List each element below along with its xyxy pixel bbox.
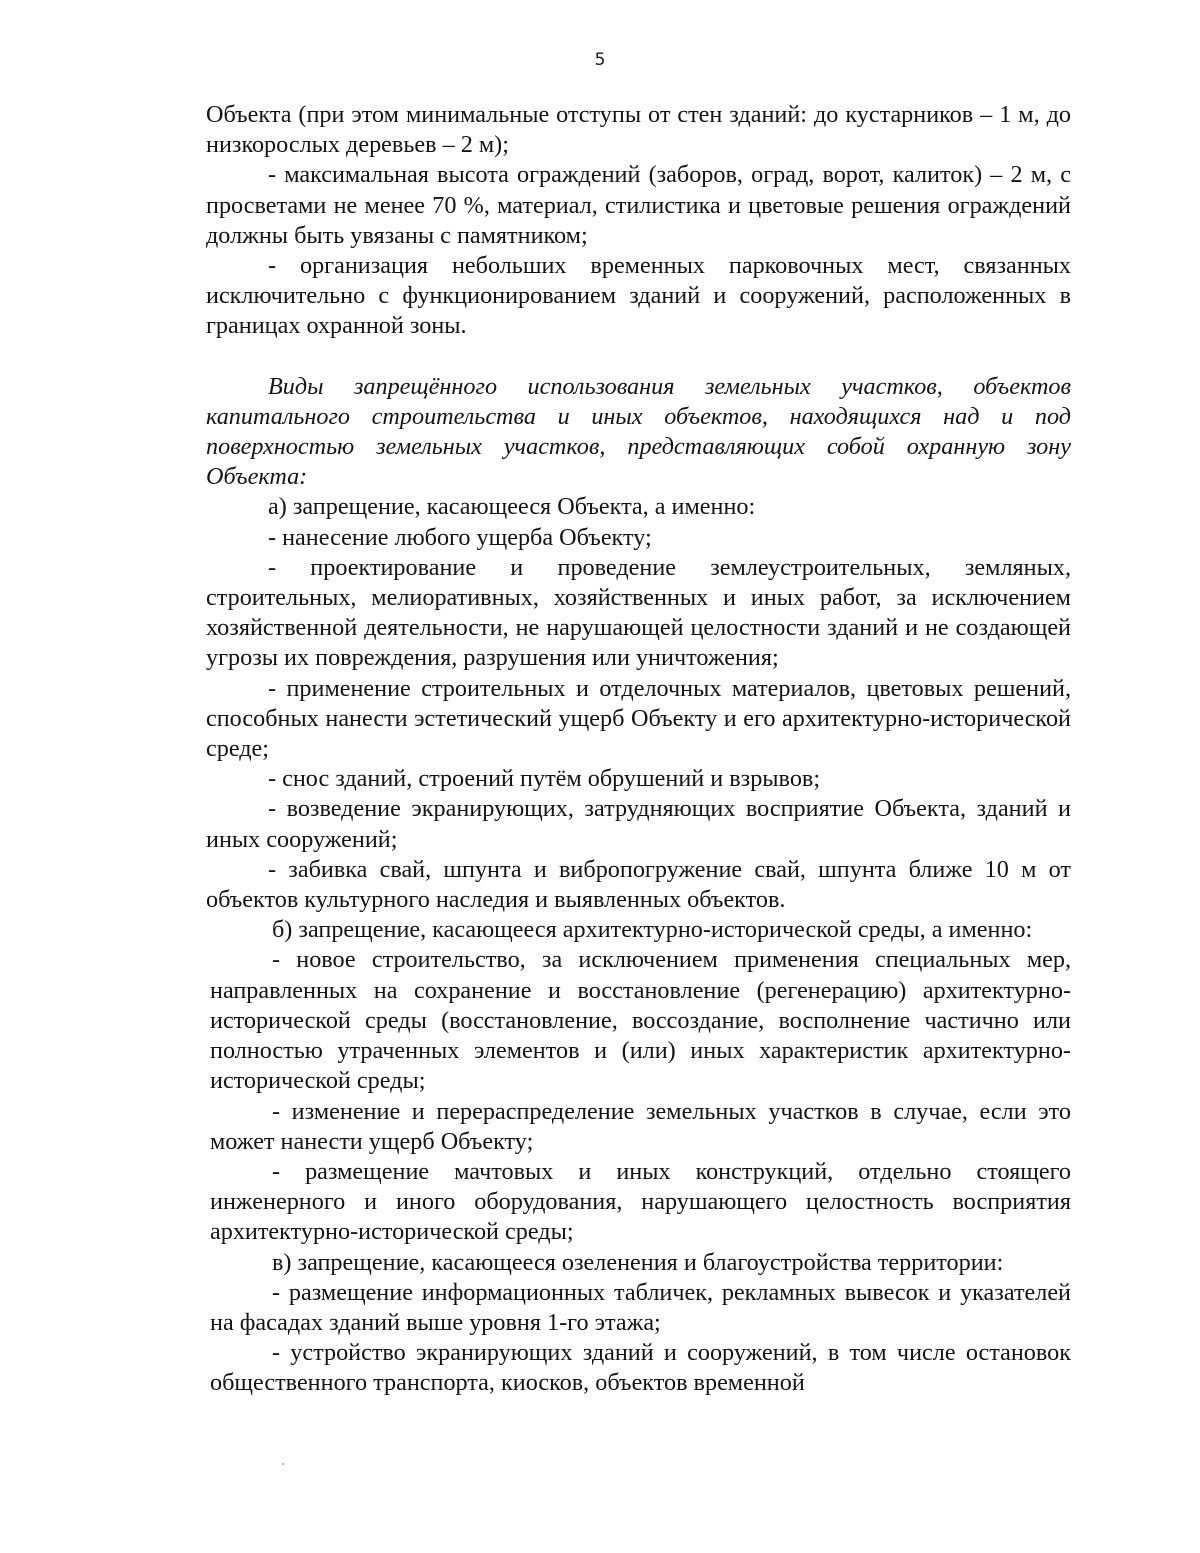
paragraph-item-v: в) запрещение, касающееся озеленения и благоустройства территории: <box>272 1248 1004 1276</box>
page-number: 5 <box>594 50 606 70</box>
document-body <box>206 100 1071 1399</box>
section-heading-prohibited-use: Виды запрещённого использования земельных участков, объектов капитального строительства и иных объектов, находящихся над и под поверхностью земельных участков, представляющих собой охранную зону Объекта: <box>206 372 1071 491</box>
paragraph-item-a: а) запрещение, касающееся Объекта, а именно: <box>268 493 756 521</box>
paragraph-fence-height: - максимальная высота ограждений (заборов, оград, ворот, калиток) – 2 м, с просветами не менее 70 %, материал, стилистика и цветовые решения ограждений должны быть увязаны с памятником; <box>206 161 1071 249</box>
scan-speck <box>282 1463 284 1465</box>
paragraph-demolition: - снос зданий, строений путём обрушений и взрывов; <box>268 765 821 793</box>
paragraph-screening-structures: - устройство экранирующих зданий и сооружений, в том числе остановок общественного транспорта, киосков, объектов временной <box>210 1339 1071 1397</box>
paragraph-item-b: б) запрещение, касающееся архитектурно-исторической среды, а именно: <box>272 916 1033 944</box>
paragraph-continuation: Объекта (при этом минимальные отступы от стен зданий: до кустарников – 1 м, до низкорослых деревьев – 2 м); <box>206 101 1071 159</box>
paragraph-piling: - забивка свай, шпунта и вибропогружение свай, шпунта ближе 10 м от объектов культурного наследия и выявленных объектов. <box>206 855 1071 914</box>
paragraph-land-plots: - изменение и перераспределение земельных участков в случае, если это может нанести ущерб Объекту; <box>210 1097 1071 1155</box>
paragraph-design-works: - проектирование и проведение землеустроительных, земляных, строительных, мелиоративных, хозяйственных и иных работ, за исключением хозяйственной деятельности, не нарушающей целостности зданий и не создающей угрозы их повреждения, разрушения или уничтожения; <box>206 553 1071 672</box>
paragraph-screening-buildings: - возведение экранирующих, затрудняющих восприятие Объекта, зданий и иных сооружений; <box>206 795 1071 853</box>
paragraph-new-construction: - новое строительство, за исключением применения специальных мер, направленных на сохранение и восстановление (регенерацию) архитектурно-исторической среды (восстановление, воссоздание, восполнение частично или полностью утраченных элементов и (или) иных характеристик архитектурно-исторической среды; <box>210 946 1071 1095</box>
paragraph-parking: - организация небольших временных парковочных мест, связанных исключительно с функционированием зданий и сооружений, расположенных в границах охранной зоны. <box>206 252 1071 340</box>
paragraph-masts: - размещение мачтовых и иных конструкций, отдельно стоящего инженерного и иного оборудования, нарушающего целостность восприятия архитектурно-исторической среды; <box>210 1157 1071 1246</box>
paragraph-materials: - применение строительных и отделочных материалов, цветовых решений, способных нанести эстетический ущерб Объекту и его архитектурно-исторической среде; <box>206 674 1071 763</box>
paragraph-signage: - размещение информационных табличек, рекламных вывесок и указателей на фасадах зданий выше уровня 1-го этажа; <box>210 1278 1071 1336</box>
paragraph-damage: - нанесение любого ущерба Объекту; <box>268 523 652 551</box>
